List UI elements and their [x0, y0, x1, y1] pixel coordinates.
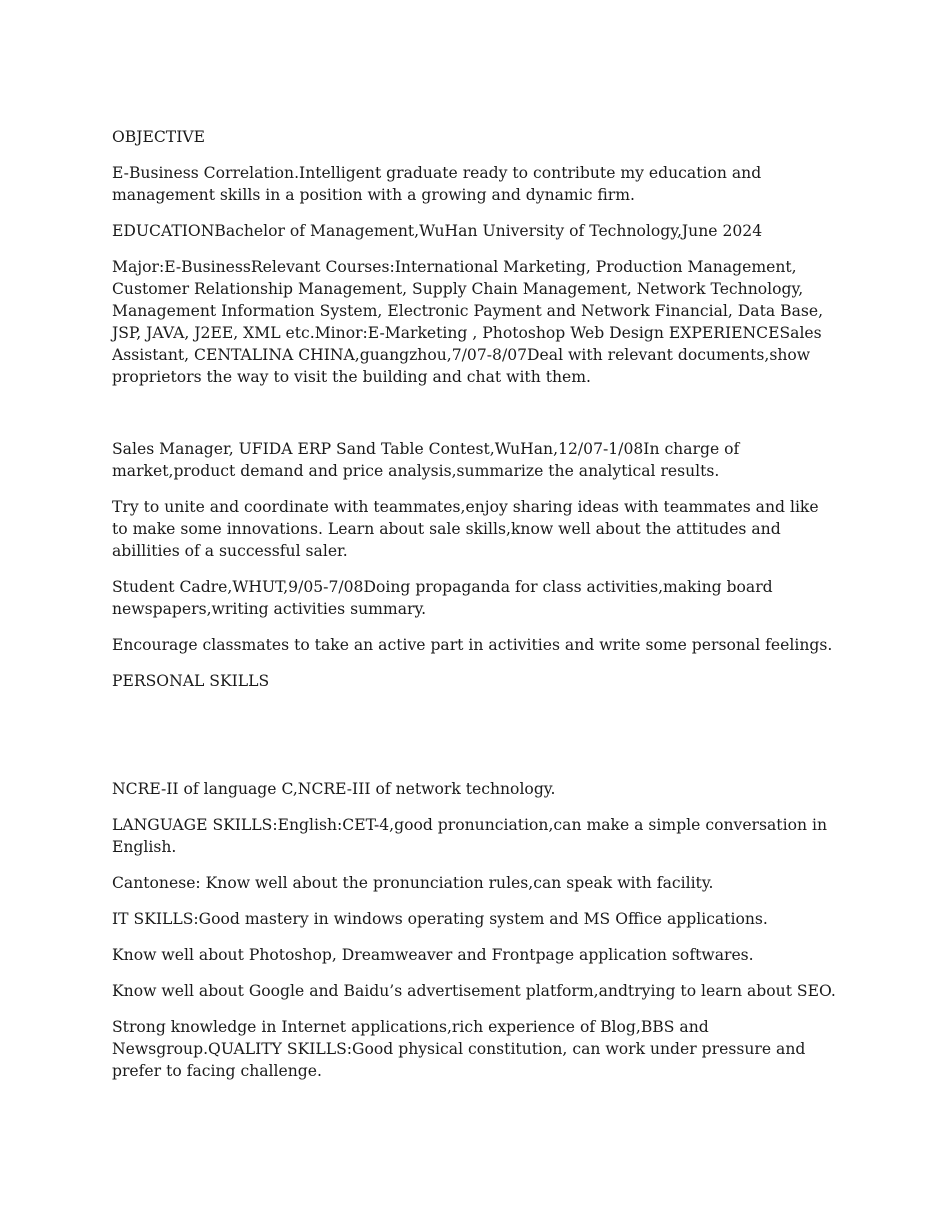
- encourage-paragraph: Encourage classmates to take an active part in activities and write some personal feelings.: [112, 636, 833, 654]
- blank-space: [112, 706, 838, 778]
- student-cadre-paragraph: Student Cadre,WHUT,9/05-7/08Doing propaganda for class activities,making board newspapers,writing activities summary.: [112, 578, 773, 618]
- cantonese-paragraph: Cantonese: Know well about the pronunciation rules,can speak with facility.: [112, 874, 714, 892]
- resume-document: [112, 126, 838, 1096]
- google-baidu-paragraph: Know well about Google and Baidu’s advertisement platform,andtrying to learn about SEO.: [112, 982, 836, 1000]
- objective-text: E-Business Correlation.Intelligent graduate ready to contribute my education and management skills in a position with a growing and dynamic firm.: [112, 164, 762, 204]
- ncre-paragraph: NCRE-II of language C,NCRE-III of network technology.: [112, 780, 556, 798]
- personal-skills-heading: PERSONAL SKILLS: [112, 672, 270, 690]
- major-courses-experience-paragraph: Major:E-BusinessRelevant Courses:International Marketing, Production Management, Customer Relationship Management, Supply Chain Management, Network Technology, Management Information System, Electronic Payment and Network Financial, Data Base, JSP, JAVA, J2EE, XML etc.Minor:E-Marketing , Photoshop Web Design EXPERIENCESales Assistant, CENTALINA CHINA,guangzhou,7/07-8/07Deal with relevant documents,show proprietors the way to visit the building and chat with them.: [112, 258, 824, 386]
- language-skills-paragraph: LANGUAGE SKILLS:English:CET-4,good pronunciation,can make a simple conversation in English.: [112, 816, 827, 856]
- photoshop-paragraph: Know well about Photoshop, Dreamweaver and Frontpage application softwares.: [112, 946, 754, 964]
- it-skills-paragraph: IT SKILLS:Good mastery in windows operating system and MS Office applications.: [112, 910, 768, 928]
- teamwork-paragraph: Try to unite and coordinate with teammates,enjoy sharing ideas with teammates and like to make some innovations. Learn about sale skills,know well about the attitudes and abillities of a successful saler.: [112, 498, 819, 560]
- education-line: EDUCATIONBachelor of Management,WuHan University of Technology,June 2024: [112, 222, 763, 240]
- blank-space: [112, 402, 838, 438]
- internet-quality-skills-paragraph: Strong knowledge in Internet applications,rich experience of Blog,BBS and Newsgroup.QUALITY SKILLS:Good physical constitution, can work under pressure and prefer to facing challenge.: [112, 1018, 806, 1080]
- objective-heading: OBJECTIVE: [112, 128, 206, 146]
- sales-manager-paragraph: Sales Manager, UFIDA ERP Sand Table Contest,WuHan,12/07-1/08In charge of market,product demand and price analysis,summarize the analytical results.: [112, 440, 740, 480]
